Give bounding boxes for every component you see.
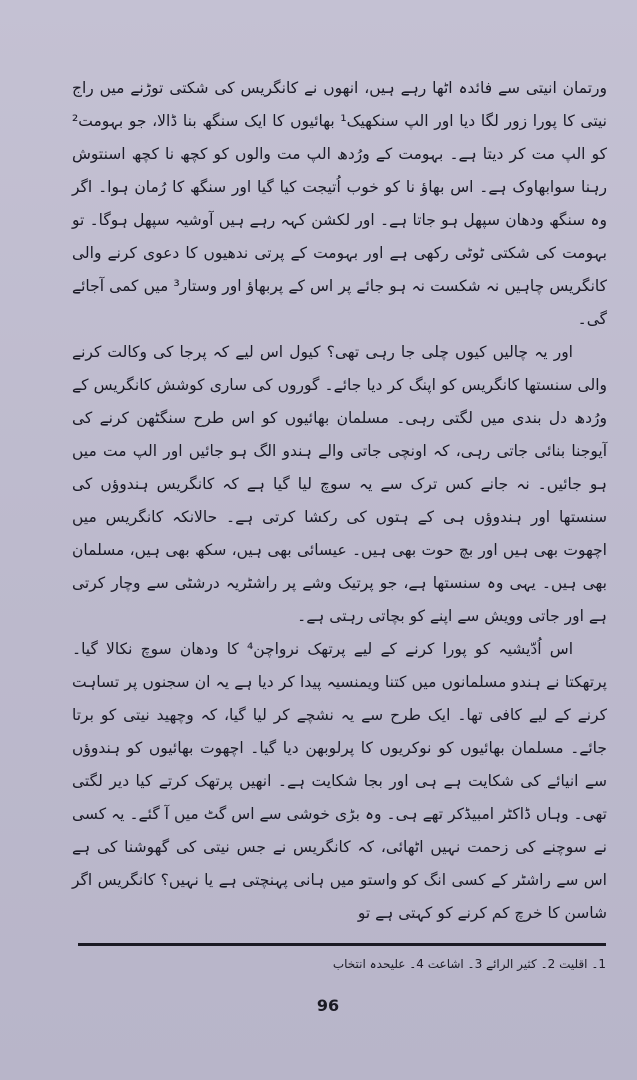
main-text [72,72,607,930]
footnote: 1۔ اقلیت 2۔ کثیر الرائے 3۔ اشاعت 4۔ علیحدہ انتخاب [332,957,606,971]
paragraph-2: اور یہ چالیں کیوں چلی جا رہی تھی؟ کیول اس لیے کہ پرجا کی وکالت کرنے والی سنستھا کانگریس کو اپنگ کر دیا جائے۔ گوروں کی ساری کوشش کانگریس کے ورُدھ دل بندی میں لگتی رہی۔ مسلمان بھائیوں کو اس طرح سنگٹھن کرنے کی آیوجنا بنائی جاتی رہی، کہ اونچی جاتی والے ہندو الگ ہو جائیں اور الپ مت میں ہو جائیں۔ نہ جانے کس ترک سے یہ سوچ لیا گیا ہے کہ کانگریس ہندوؤں کی سنستھا اور ہندوؤں ہی کے ہتوں کی رکشا کرتی ہے۔ حالانکہ کانگریس میں اچھوت بھی ہیں اور بچ حوت بھی ہیں۔ عیسائی بھی ہیں، سکھ بھی ہیں، مسلمان بھی ہیں۔ یہی وہ سنستھا ہے، جو پرتیک وشے پر راشٹریہ درشٹی سے وچار کرتی ہے اور جاتی وویش سے اپنے کو بچاتی رہتی ہے۔ [72,343,607,625]
footnote-divider [78,943,606,946]
paragraph-1: ورتمان انیتی سے فائدہ اٹھا رہے ہیں، انھوں نے کانگریس کی شکتی توڑنے میں راج نیتی کا پورا زور لگا دیا اور الپ سنکھیک¹ بھائیوں کا ایک سنگھ بنا ڈالا، جو بہومت² کو الپ مت کر دیتا ہے۔ بہومت کے ورُدھ الپ مت والوں کو کچھ نا کچھ اسنتوش رہنا سوابھاوک ہے۔ اس بھاؤ نا کو خوب اُتیجت کیا گیا اور سنگھ کا رُمان ہوا۔ اگر وہ سنگھ ودھان سپھل ہو جاتا ہے۔ اور لکشن کہہ رہے ہیں آوشیہ سپھل ہوگا۔ تو بہومت کی شکتی ٹوٹی رکھی ہے اور بہومت کے پرتی ندھیوں کا دعوی کرنے والی کانگریس چاہیں نہ شکست نہ ہو جائے پر اس کے پربھاؤ اور وستار³ میں کمی آجائے گی۔ [72,79,607,328]
page-number: 96 [316,996,340,1015]
paragraph-3: اس اُدّیشیہ کو پورا کرنے کے لیے پرتھک نرواچن⁴ کا ودھان سوچ نکالا گیا۔ پرتھکتا نے ہندو مسلمانوں میں کتنا ویمنسیہ پیدا کر دیا ہے یہ ان سجنوں پر تساہت کرنے کے لیے کافی تھا۔ ایک طرح سے یہ نشچے کر لیا گیا، کہ وچھید نیتی کو برتا جائے۔ مسلمان بھائیوں کو نوکریوں کا پرلوبھن دیا گیا۔ اچھوت بھائیوں کو ہندوؤں سے انیائے کی شکایت ہے ہی اور بجا شکایت ہے۔ انھیں پرتھک کرتے کیا دیر لگتی تھی۔ وہاں ڈاکٹر امبیڈکر تھے ہی۔ وہ بڑی خوشی سے اس گٹ میں آ گئے۔ یہ کسی نے سوچنے کی زحمت نہیں اٹھائی، کہ کانگریس نے جس نیتی کی گھوشنا کی ہے اس سے راشٹر کے کسی انگ کو واستو میں ہانی پہنچتی ہے یا نہیں؟ کانگریس اگر شاسن کا خرچ کم کرنے کو کہتی ہے تو [72,640,607,922]
